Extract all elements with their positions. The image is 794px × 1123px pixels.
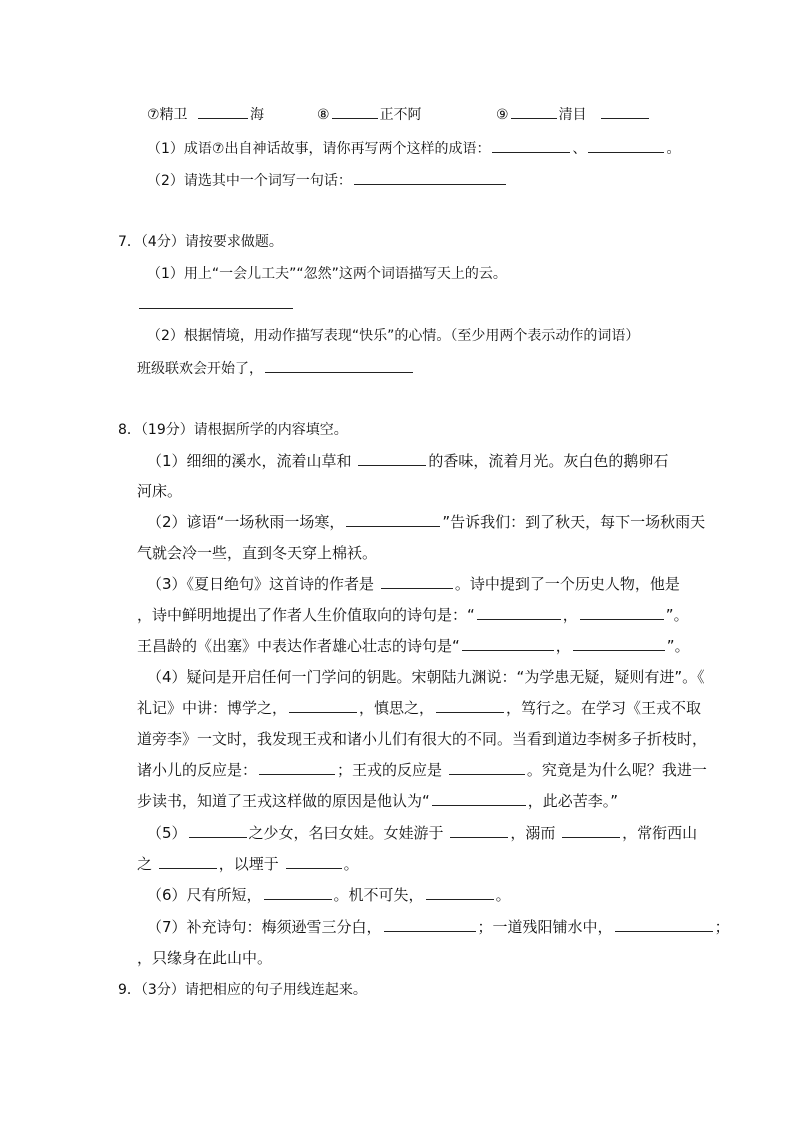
q8-s1-line2: 河床。 [137, 482, 183, 500]
q8-s7-text-c: ； [714, 918, 730, 936]
q8-s5-blank-1[interactable] [189, 823, 247, 838]
q8-s5-text-a2: 之少女，名曰女娃。女娃游于 [248, 824, 444, 842]
q8-s7-line1 [147, 917, 730, 937]
q8-s6-blank-1[interactable] [264, 885, 332, 900]
q8-s7-line2: ，只缘身在此山中。 [137, 949, 273, 967]
q8-s3-blank-1[interactable] [477, 605, 561, 620]
q8-s3-text-d: 王昌龄的《出塞》中表达作者雄心壮志的诗句是“ [137, 637, 460, 655]
idiom-sub1-end: 。 [666, 141, 681, 157]
idiom-sub1-text: （1）成语⑦出自神话故事，请你再写两个这样的成语： [147, 141, 491, 157]
q8-s4-text-b1: 礼记》中讲：博学之， [137, 699, 288, 717]
q8-s4-line5 [137, 791, 618, 811]
q8-s4-blank-3[interactable] [259, 760, 335, 775]
idiom-8 [317, 104, 422, 125]
idiom-row [147, 104, 264, 125]
q8-s3-sep: ， [562, 606, 578, 624]
q8-s3-line3 [137, 636, 690, 656]
q8-s3-line2 [137, 605, 689, 625]
q8-s2-blank[interactable] [346, 512, 440, 527]
q8-s2-text-a: （2）谚语“一场秋雨一场寒， [147, 513, 345, 531]
idiom-sub2-blank[interactable] [354, 170, 506, 185]
q7-sub2-line [137, 358, 415, 379]
q7-sub1-blank[interactable] [139, 294, 293, 309]
q8-s6 [147, 885, 511, 905]
q8-s5-blank-5[interactable] [286, 854, 342, 869]
q8-s3-blank-author[interactable] [381, 574, 453, 589]
q8-s4-blank-5[interactable] [432, 791, 526, 806]
idiom-sub1-blank-2[interactable] [588, 138, 664, 153]
q7-sub2-blank[interactable] [265, 358, 413, 373]
idiom-9 [496, 104, 651, 125]
q8-s5-text-b2: ，以堙于 [218, 855, 279, 873]
idiom-sub1 [147, 138, 680, 159]
q8-s5-text-b3: 。 [343, 855, 359, 873]
idiom-sub2 [147, 170, 508, 191]
q8-s5-line1 [147, 823, 697, 843]
idiom-8-label: ⑧ [317, 107, 330, 123]
q8-title: 8．（19分）请根据所学的内容填空。 [118, 422, 348, 438]
q8-s6-text-c: 。 [495, 886, 511, 904]
q8-s4-text-d2: ；王戎的反应是 [337, 761, 443, 779]
q8-s5-text-a3: ，溺而 [510, 824, 556, 842]
q8-s3-sep-2: ， [555, 637, 571, 655]
q8-s4-line1: （4）疑问是开启任何一门学问的钥匙。宋朝陆九渊说：“为学患无疑，疑则有进”。《 [147, 668, 705, 686]
q8-s4-text-b3: ，笃行之。在学习《王戎不取 [506, 699, 702, 717]
idiom-9-label: ⑨ [496, 107, 509, 123]
q8-s4-blank-1[interactable] [289, 698, 357, 713]
idiom-9-trailing-blank[interactable] [601, 104, 649, 119]
q8-s3-text-a: （3）《夏日绝句》这首诗的作者是 [147, 575, 375, 593]
q8-s5-blank-2[interactable] [450, 823, 508, 838]
q8-s4-blank-2[interactable] [436, 698, 504, 713]
q7-sub1: （1）用上“一会儿工夫”“忽然”这两个词语描写天上的云。 [147, 266, 507, 282]
q7-sub2-prompt: 班级联欢会开始了， [137, 361, 263, 377]
q8-s4-line3: 道旁李》一文时，我发现王戎和诸小儿们有很大的不同。当看到道边李树多子折枝时， [137, 730, 708, 748]
q8-s3-line1 [147, 574, 680, 594]
q8-s1-blank[interactable] [358, 451, 426, 466]
q8-s5-line2 [137, 854, 359, 874]
q8-s2-line1 [147, 512, 705, 532]
q8-s5-text-b1: 之 [137, 855, 153, 873]
idiom-sub2-text: （2）请选其中一个词写一句话： [147, 173, 352, 189]
q8-s7-blank-2[interactable] [615, 917, 713, 932]
q8-s3-blank-3[interactable] [462, 636, 554, 651]
idiom-8-blank[interactable] [332, 104, 378, 119]
q8-s3-blank-2[interactable] [580, 605, 664, 620]
q8-s6-blank-2[interactable] [426, 885, 494, 900]
q8-s4-line2 [137, 698, 701, 718]
q8-s1-line1 [147, 451, 668, 471]
idiom-8-suffix: 正不阿 [379, 107, 422, 123]
q8-s4-blank-4[interactable] [449, 760, 525, 775]
q8-s6-text-a: （6）尺有所短， [147, 886, 262, 904]
q8-s7-text-b: ；一道残阳铺水中， [477, 918, 613, 936]
q8-s4-text-d3: 。究竟是为什么呢？我进一 [526, 761, 707, 779]
q8-s7-text-a: （7）补充诗句：梅须逊雪三分白， [147, 918, 382, 936]
q8-s5-text-a1: （5） [147, 824, 187, 842]
idiom-sub1-sep: 、 [572, 141, 587, 157]
q8-s4-line4 [137, 760, 707, 780]
idiom-7-blank[interactable] [198, 104, 248, 119]
q9-title: 9．（3分）请把相应的句子用线连起来。 [118, 982, 367, 998]
q8-s3-text-b: 。诗中提到了一个历史人物，他是 [454, 575, 680, 593]
q8-s1-text-b: 的香味，流着月光。灰白色的鹅卵石 [428, 452, 669, 470]
q7-sub1-answer [137, 294, 295, 315]
q8-s4-text-e2: ，此必苦李。” [527, 792, 619, 810]
q8-s1-text-a: （1）细细的溪水，流着山草和 [147, 452, 352, 470]
q8-s7-blank-1[interactable] [384, 917, 476, 932]
q8-s3-end-2: ”。 [666, 637, 690, 655]
q8-s3-text-c: ，诗中鲜明地提出了作者人生价值取向的诗句是：“ [137, 606, 475, 624]
q8-s4-text-e1: 步读书，知道了王戎这样做的原因是他认为“ [137, 792, 430, 810]
idiom-7-label: ⑦精卫 [147, 107, 188, 123]
q7-title: 7．（4分）请按要求做题。 [118, 234, 283, 250]
idiom-sub1-blank-1[interactable] [492, 138, 570, 153]
q8-s5-blank-3[interactable] [562, 823, 620, 838]
idiom-7-suffix: 海 [250, 107, 265, 123]
q8-s6-text-b: 。机不可失， [333, 886, 424, 904]
q8-s4-text-b2: ，慎思之， [359, 699, 435, 717]
q8-s3-end: ”。 [665, 606, 689, 624]
q8-s2-line2: 气就会冷一些，直到冬天穿上棉袄。 [137, 544, 378, 562]
idiom-9-suffix: 清目 [558, 107, 587, 123]
q7-sub2: （2）根据情境，用动作描写表现“快乐”的心情。（至少用两个表示动作的词语） [147, 328, 640, 344]
idiom-9-blank[interactable] [511, 104, 557, 119]
q8-s3-blank-4[interactable] [573, 636, 665, 651]
q8-s2-text-b: ”告诉我们：到了秋天，每下一场秋雨天 [442, 513, 706, 531]
q8-s5-blank-4[interactable] [159, 854, 217, 869]
q8-s5-text-a4: ，常衔西山 [622, 824, 698, 842]
q8-s4-text-d1: 诸小儿的反应是： [137, 761, 258, 779]
